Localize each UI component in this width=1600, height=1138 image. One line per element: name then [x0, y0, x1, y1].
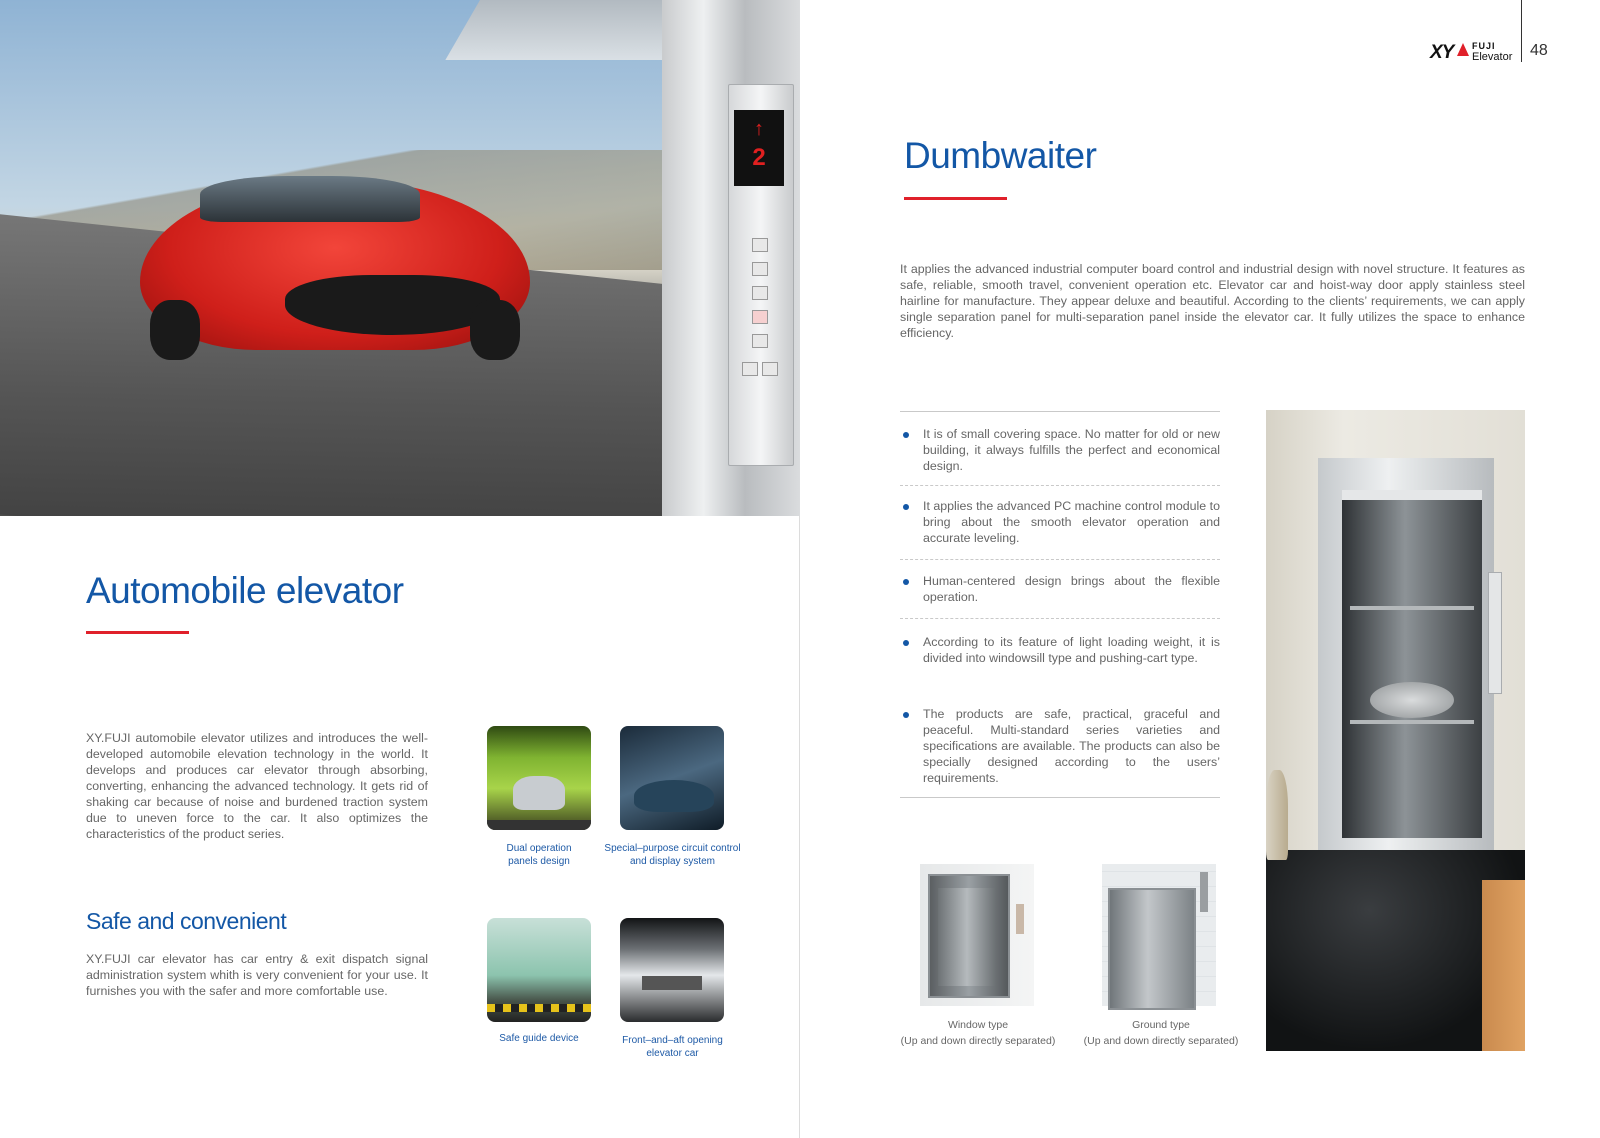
brand-triangle-icon [1457, 43, 1469, 56]
brand-logo: XY FUJI Elevator [1430, 41, 1513, 63]
bullet-icon [903, 579, 909, 585]
title-underline [904, 197, 1007, 200]
ground-type-caption: Ground type (Up and down directly separated) [1083, 1019, 1239, 1047]
bullet-icon [903, 432, 909, 438]
window-type-caption: Window type (Up and down directly separated) [900, 1019, 1056, 1047]
header-divider [1521, 0, 1522, 62]
bullet-icon [903, 712, 909, 718]
feature-caption: Special–purpose circuit control and display system [604, 843, 741, 867]
bullet-icon [903, 504, 909, 510]
bullet-icon [903, 640, 909, 646]
feature-caption: Dual operation panels design [506, 843, 572, 867]
feature-point: According to its feature of light loading weight, it is divided into windowsill type and pushing-cart type. [900, 634, 1220, 666]
title-underline [86, 631, 189, 634]
window-type-photo [920, 864, 1034, 1006]
feature-caption: Safe guide device [499, 1033, 579, 1044]
floor-number: 2 [752, 144, 766, 171]
circuit-control-thumbnail [620, 726, 724, 830]
dumbwaiter-photo [1266, 410, 1525, 1051]
safe-guide-thumbnail [487, 918, 591, 1022]
safe-convenient-title: Safe and convenient [86, 908, 287, 934]
front-aft-opening-thumbnail [620, 918, 724, 1022]
dual-operation-thumbnail [487, 726, 591, 830]
feature-point: It applies the advanced PC machine control module to bring about the smooth elevator operation and accurate leveling. [900, 498, 1220, 546]
hero-car-elevator-photo [0, 0, 800, 516]
ground-type-photo [1102, 864, 1216, 1006]
feature-point: Human-centered design brings about the flexible operation. [900, 573, 1220, 605]
feature-caption: Front–and–aft opening elevator car [622, 1035, 723, 1059]
dumbwaiter-description: It applies the advanced industrial computer board control and industrial design with novel structure. It features as safe, reliable, smooth travel, convenient operation etc. Elevator car and hoist-way door apply stainless steel hairline for manufacture. They appear deluxe and beautiful. According to the clients’ requirements, we can apply single separation panel for multi-separation panel inside the elevator car. It fully utilizes the space to enhance efficiency. [900, 262, 1525, 340]
automobile-description: XY.FUJI automobile elevator utilizes and introduces the well-developed automobile elevation technology in the world. It develops and produces car elevator through absorbing, converting, enhancing the advanced technology. It gets rid of shaking car because of noise and burdened traction system due to uneven force to the car. It also optimizes the characteristics of the product series. [86, 731, 428, 841]
floor-up-arrow-icon: ↑ [754, 118, 764, 140]
safe-convenient-description: XY.FUJI car elevator has car entry & exit dispatch signal administration system whith is very convenient for your use. It furnishes you with the safer and more comfortable use. [86, 952, 428, 998]
automobile-title: Automobile elevator [86, 570, 404, 611]
floor-display [734, 110, 784, 186]
page-number: 48 [1530, 42, 1548, 59]
feature-point: It is of small covering space. No matter for old or new building, it always fulfills the perfect and economical design. [900, 426, 1220, 474]
feature-point: The products are safe, practical, graceful and peaceful. Multi-standard series varieties and specifications are available. The products can also be specially designed according to the users’ requirements. [900, 706, 1220, 786]
dumbwaiter-title: Dumbwaiter [904, 135, 1097, 176]
